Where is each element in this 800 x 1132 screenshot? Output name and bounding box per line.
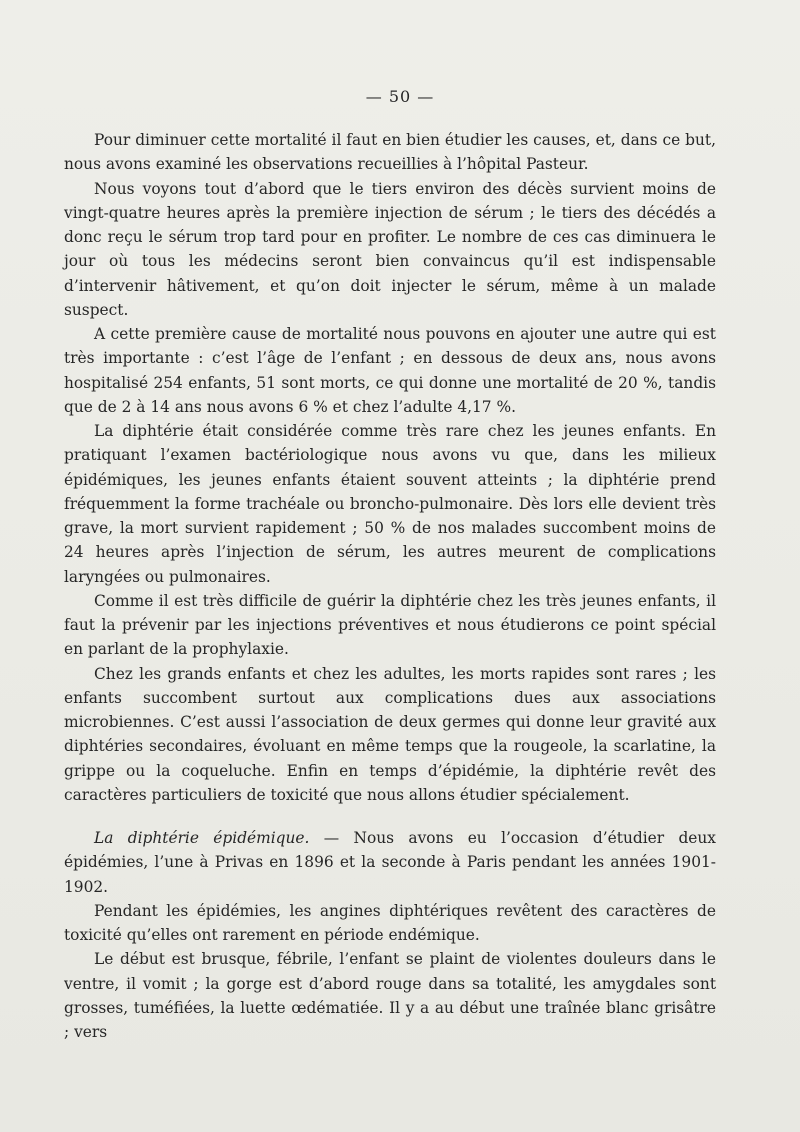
body-text xyxy=(64,128,716,1044)
paragraph: Pour diminuer cette mortalité il faut en bien étudier les causes, et, dans ce but, nous avons examiné les observations recueillies à l’hôpital Pasteur. xyxy=(64,131,716,174)
paragraph: Chez les grands enfants et chez les adultes, les morts rapides sont rares ; les enfants succombent surtout aux complications dues aux associations microbiennes. C’est aussi l’association de deux germes qui donne leur gravité aux diphtéries secondaires, évoluant en même temps que la rougeole, la scarlatine, la grippe ou la coqueluche. Enfin en temps d’épidémie, la diphtérie revêt des caractères particuliers de toxicité que nous allons étudier spécialement. xyxy=(64,664,716,804)
paragraph: Le début est brusque, fébrile, l’enfant se plaint de violentes douleurs dans le ventre, il vomit ; la gorge est d’abord rouge dans sa totalité, les amygdales sont grosses, tuméfiées, la luette œdématiée. Il y a au début une traînée blanc grisâtre ; vers xyxy=(64,950,716,1041)
paragraph: A cette première cause de mortalité nous pouvons en ajouter une autre qui est très importante : c’est l’âge de l’enfant ; en dessous de deux ans, nous avons hospitalisé 254 enfants, 51 sont morts, ce qui donne une mortalité de 20 %, tandis que de 2 à 14 ans nous avons 6 % et chez l’adulte 4,17 %. xyxy=(64,325,716,416)
paragraph: Nous voyons tout d’abord que le tiers environ des décès survient moins de vingt-quatre heures après la première injection de sérum ; le tiers des décédés a donc reçu le sérum trop tard pour en profiter. Le nombre de ces cas diminuera le jour où tous les médecins seront bien convaincus qu’il est indispensable d’intervenir hâtivement, et qu’on doit injecter le sérum, même à un malade suspect. xyxy=(64,179,716,319)
section-title: La diphtérie épidémique. xyxy=(94,829,310,847)
section-paragraph xyxy=(64,826,716,899)
paragraph: La diphtérie était considérée comme très rare chez les jeunes enfants. En pratiquant l’examen bactériologique nous avons vu que, dans les milieux épidémiques, les jeunes enfants étaient souvent atteints ; la diphtérie prend fréquemment la forme trachéale ou broncho-pulmonaire. Dès lors elle devient très grave, la mort survient rapidement ; 50 % de nos malades succombent moins de 24 heures après l’injection de sérum, les autres meurent de complications laryngées ou pulmonaires. xyxy=(64,422,716,586)
page-number: — 50 — xyxy=(365,87,435,106)
paragraph: Comme il est très difficile de guérir la diphtérie chez les très jeunes enfants, il faut la prévenir par les injections préventives et nous étudierons ce point spécial en parlant de la prophylaxie. xyxy=(64,591,716,659)
section-lead-text: — Nous avons eu l’occasion d’étudier deux épidémies, l’une à Privas en 1896 et la seconde à Paris pendant les années 1901-1902. xyxy=(64,829,716,896)
paragraph: Pendant les épidémies, les angines diphtériques revêtent des caractères de toxicité qu’elles ont rarement en période endémique. xyxy=(64,901,716,944)
